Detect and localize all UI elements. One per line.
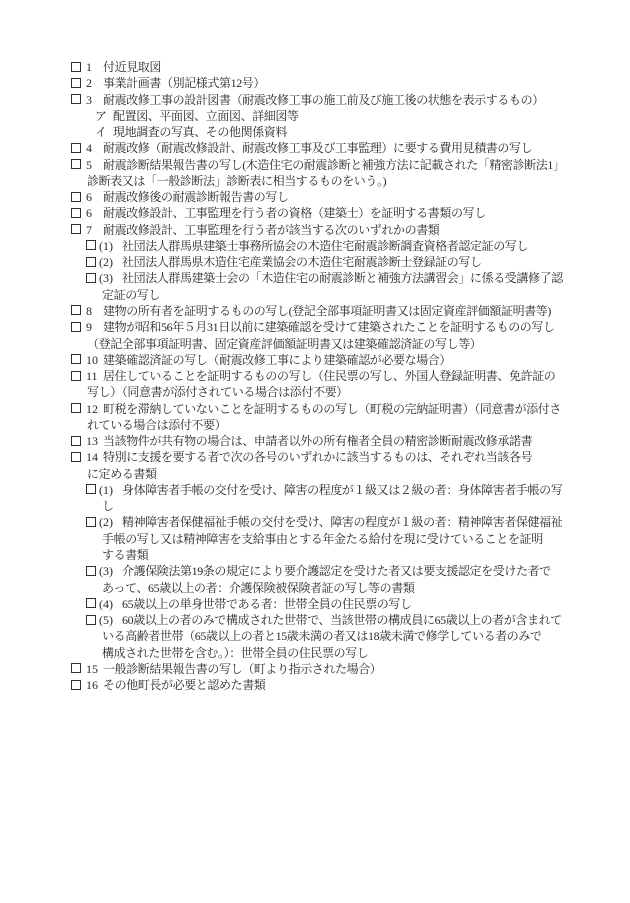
checkbox-icon[interactable] [71, 680, 81, 690]
item-text: 事業計画書（別記様式第12号） [103, 76, 266, 91]
item-line [71, 140, 590, 156]
item-text: 耐震改修設計、工事監理を行う者の資格（建築士）を証明する書類の写し [103, 206, 486, 221]
checklist-item-20 [71, 449, 590, 482]
checkbox-icon[interactable] [86, 598, 96, 608]
checkbox-icon[interactable] [71, 305, 81, 315]
item-text: 町税を滞納していないことを証明するものの写し（町税の完納証明書）（同意書が添付さ [103, 401, 562, 416]
item-text: 身体障害者手帳の交付を受け、障害の程度が１級又は２級の者：身体障害者手帳の写 [122, 482, 563, 497]
item-continuation-line [102, 645, 590, 661]
checklist-item-8 [71, 189, 590, 205]
item-text: 特別に支援を要する者で次の各号のいずれかに該当するものは、それぞれ当該各号 [103, 450, 533, 465]
item-text: 写し）（同意書が添付されている場合は添付不要） [87, 385, 348, 400]
item-continuation-line [87, 466, 590, 482]
checklist-item-7 [71, 157, 590, 190]
checklist-item-14 [71, 303, 590, 319]
item-line [71, 661, 590, 677]
checkbox-icon[interactable] [86, 517, 96, 527]
checklist-item-6 [71, 140, 590, 156]
item-continuation-line [102, 580, 590, 596]
item-text: 耐震改修設計、工事監理を行う者が該当する次のいずれかの書類 [103, 222, 440, 237]
checkbox-icon[interactable] [86, 257, 96, 267]
item-line [71, 433, 590, 449]
checklist-item-3 [71, 92, 590, 108]
item-text: に定める書類 [87, 466, 157, 481]
item-number: (3) [99, 271, 113, 286]
checklist-item-21 [86, 482, 590, 515]
item-number: 11 [86, 369, 98, 384]
checkbox-icon[interactable] [71, 78, 81, 88]
item-text: 耐震改修後の耐震診断報告書の写し [103, 190, 289, 205]
checklist-item-24 [86, 596, 590, 612]
checklist-item-15 [71, 319, 590, 352]
item-continuation-line [87, 173, 590, 189]
item-line [71, 677, 590, 693]
item-text: 当該物件が共有物の場合は、申請者以外の所有権者全員の精密診断耐震改修承諾書 [103, 434, 533, 449]
item-line [86, 612, 590, 628]
checkbox-icon[interactable] [86, 484, 96, 494]
item-line [86, 514, 590, 530]
item-number: ア [95, 108, 108, 123]
item-continuation-line [87, 384, 590, 400]
checklist-item-27 [71, 677, 590, 693]
item-number: (5) [99, 613, 113, 628]
item-text: する書類 [102, 547, 149, 562]
item-text: 手帳の写し又は精神障害を支給事由とする年金たる給付を現に受けていることを証明 [102, 531, 543, 546]
item-number: (3) [99, 564, 113, 579]
item-line [71, 205, 590, 221]
item-line [86, 270, 590, 286]
item-number: (4) [99, 596, 113, 611]
checkbox-icon[interactable] [71, 436, 81, 446]
item-text: 社団法人群馬県建築士事務所協会の木造住宅耐震診断調査資格者認定証の写し [122, 238, 529, 253]
item-text: 配置図、平面図、立面図、詳細図等 [113, 108, 299, 123]
checklist-item-9 [71, 205, 590, 221]
item-number: 2 [86, 76, 92, 91]
checklist-item-26 [71, 661, 590, 677]
item-text: 社団法人群馬建築士会の「木造住宅の耐震診断と補強方法講習会」に係る受講修了認 [122, 271, 563, 286]
checkbox-icon[interactable] [71, 224, 81, 234]
checklist-item-1 [71, 59, 590, 75]
item-number: 6 [86, 190, 92, 205]
item-line [71, 222, 590, 238]
item-text: 現地調査の写真、その他関係資料 [113, 125, 288, 140]
item-text: 構成された世帯を含む。）：世帯全員の住民票の写し [102, 645, 369, 660]
item-line [86, 238, 590, 254]
item-text: 一般診断結果報告書の写し（町より指示された場合） [103, 661, 382, 676]
item-continuation-line [102, 547, 590, 563]
checklist-item-19 [71, 433, 590, 449]
item-line [71, 401, 590, 417]
item-line [71, 303, 590, 319]
checkbox-icon[interactable] [71, 452, 81, 462]
item-text: 精神障害者保健福祉手帳の交付を受け、障害の程度が１級の者：精神障害者保健福祉 [122, 515, 563, 530]
checkbox-icon[interactable] [86, 615, 96, 625]
item-number: 13 [86, 434, 98, 449]
item-text: 介護保険法第19条の規定により要介護認定を受けた者又は要支援認定を受けた者で [122, 564, 551, 579]
checklist-item-11 [86, 238, 590, 254]
item-continuation-line [102, 498, 590, 514]
item-number: 12 [86, 401, 98, 416]
checklist-item-16 [71, 352, 590, 368]
item-number: 7 [86, 222, 92, 237]
item-line [86, 254, 590, 270]
checklist-item-10 [71, 222, 590, 238]
item-continuation-line [102, 628, 590, 644]
checkbox-icon[interactable] [71, 663, 81, 673]
checkbox-icon[interactable] [86, 273, 96, 283]
checklist-item-2 [71, 75, 590, 91]
item-number: 15 [86, 661, 98, 676]
checkbox-icon[interactable] [71, 354, 81, 364]
checkbox-icon[interactable] [71, 322, 81, 332]
item-number: (2) [99, 255, 113, 270]
item-continuation-line [102, 531, 590, 547]
item-number: 9 [86, 320, 92, 335]
checkbox-icon[interactable] [71, 159, 81, 169]
checklist-item-13 [86, 270, 590, 303]
item-number: (1) [99, 238, 113, 253]
item-text: し [102, 499, 114, 514]
item-line [71, 352, 590, 368]
item-number: 5 [86, 157, 92, 172]
item-line [86, 563, 590, 579]
item-text: 耐震改修工事の設計図書（耐震改修工事の施工前及び施工後の状態を表示するもの） [103, 92, 544, 107]
item-text: 社団法人群馬県木造住宅産業協会の木造住宅耐震診断士登録証の写し [122, 255, 482, 270]
item-number: 8 [86, 303, 92, 318]
item-continuation-line [87, 417, 590, 433]
item-continuation-line [87, 336, 590, 352]
item-number: 16 [86, 678, 98, 693]
item-number: 1 [86, 60, 92, 74]
item-text: その他町長が必要と認めた書類 [103, 678, 266, 693]
checklist [71, 59, 590, 693]
item-line [86, 482, 590, 498]
item-line [71, 189, 590, 205]
checkbox-icon[interactable] [71, 208, 81, 218]
item-number: (1) [99, 482, 113, 497]
item-number: 6 [86, 206, 92, 221]
checklist-item-12 [86, 254, 590, 270]
item-text: 建築確認済証の写し（耐震改修工事により建築確認が必要な場合） [103, 352, 452, 367]
item-number: 4 [86, 141, 92, 156]
item-number: (2) [99, 515, 113, 530]
checkbox-icon[interactable] [86, 566, 96, 576]
item-number: 14 [86, 450, 98, 465]
checklist-item-22 [86, 514, 590, 563]
item-text: あって、65歳以上の者：介護保険被保険者証の写し等の書類 [102, 580, 415, 595]
item-continuation-line [102, 287, 590, 303]
item-number: 10 [86, 352, 98, 367]
checklist-item-23 [86, 563, 590, 596]
item-number: 3 [86, 92, 92, 107]
item-line [71, 368, 590, 384]
checkbox-icon[interactable] [86, 240, 96, 250]
item-text: いる高齢者世帯（65歳以上の者と15歳未満の者又は18歳未満で修学している者のみで [102, 629, 542, 644]
item-line [71, 59, 590, 75]
item-text: 定証の写し [102, 287, 161, 302]
checkbox-icon[interactable] [71, 403, 81, 413]
checklist-item-17 [71, 368, 590, 401]
item-line [71, 75, 590, 91]
item-text: 診断表又は「一般診断法」診断表に相当するものをいう。) [87, 173, 387, 188]
item-text: 付近見取図 [103, 60, 162, 74]
item-number: イ [95, 125, 108, 140]
item-text: 耐震改修（耐震改修設計、耐震改修工事及び工事監理）に要する費用見積書の写し [103, 141, 533, 156]
item-text: 60歳以上の者のみで構成された世帯で、当該世帯の構成員に65歳以上の者が含まれて [122, 613, 562, 628]
item-line [86, 596, 590, 612]
item-line [71, 449, 590, 465]
checkbox-icon[interactable] [71, 62, 81, 72]
checklist-item-25 [86, 612, 590, 661]
checkbox-icon[interactable] [71, 371, 81, 381]
item-text: 居住していることを証明するものの写し（住民票の写し、外国人登録証明書、免許証の [103, 369, 556, 384]
item-line [95, 124, 590, 140]
checkbox-icon[interactable] [71, 94, 81, 104]
item-text: 65歳以上の単身世帯である者：世帯全員の住民票の写し [122, 596, 412, 611]
checkbox-icon[interactable] [71, 143, 81, 153]
checklist-item-5 [95, 124, 590, 140]
checkbox-icon[interactable] [71, 192, 81, 202]
item-text: 耐震診断結果報告書の写し(木造住宅の耐震診断と補強方法に記載された「精密診断法1」 [103, 157, 565, 172]
item-line [71, 157, 590, 173]
item-line [71, 319, 590, 335]
item-line [71, 92, 590, 108]
item-line [95, 108, 590, 124]
checklist-item-18 [71, 401, 590, 434]
item-text: 建物の所有者を証明するものの写し(登記全部事項証明書又は固定資産評価額証明書等) [103, 303, 551, 318]
item-text: 建物が昭和56年５月31日以前に建築確認を受けて建築されたことを証明するものの写し [103, 320, 555, 335]
checklist-item-4 [95, 108, 590, 124]
item-text: れている場合は添付不要） [87, 417, 227, 432]
item-text: （登記全部事項証明書、固定資産評価額証明書又は建築確認済証の写し等） [87, 336, 482, 351]
